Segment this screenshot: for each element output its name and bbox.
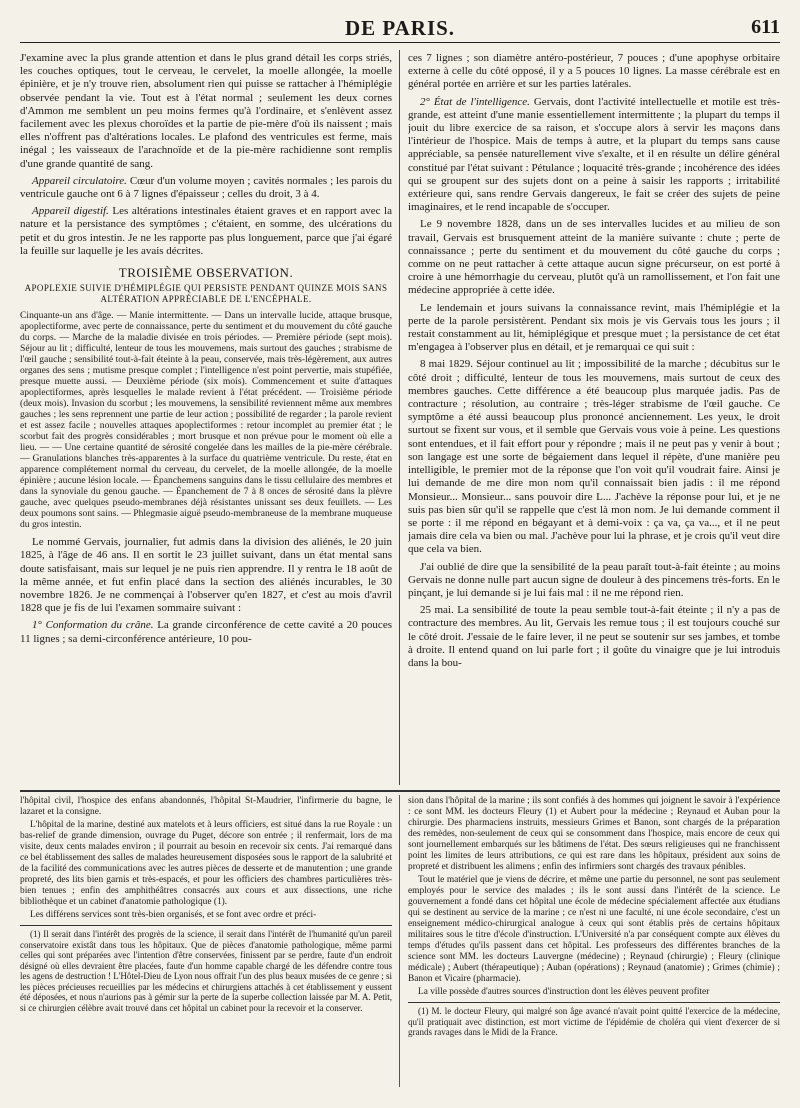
paragraph (20, 619, 392, 645)
left-column (20, 52, 392, 782)
column-divider (399, 795, 400, 1087)
paragraph: Le 9 novembre 1828, dans un de ses intervalles lucides et au milieu de son travail, Gervais est brusquement atteint de la manière suivante : chute ; perte de connaissance ; perte du sentiment et du mouvement du côté gauche du corps ; comme on ne peut rattacher à cette attaque aucun signe précurseur, on est porté à croire à une hémorrhagie du cerveau, plutôt qu'à un ramollissement, et l'on fait une médecine appropriée à cette idée. (408, 218, 780, 297)
paragraph: ces 7 lignes ; son diamètre antéro-postérieur, 7 pouces ; d'une apophyse orbitaire externe à celle du côté opposé, il y a 5 pouces 10 lignes. La masse cérébrale est en général portée en arrière et sur les parties latérales. (408, 52, 780, 91)
right-column (408, 52, 780, 782)
paragraph: 25 mai. La sensibilité de toute la peau semble tout-à-fait éteinte ; il n'y a pas de contracture des membres. Au lit, Gervais les remue tous ; il est toujours couché sur le côté droit. J'essaie de le faire lever, il ne peut se soutenir sur ses jambes, et tombe à droite. Il entend quand on lui parle fort ; il goûte du vinaigre que je lui introduis dans la bou- (408, 604, 780, 669)
footnote-rule (408, 1002, 780, 1003)
paragraph-label: 1° Conformation du crâne. (32, 619, 154, 632)
paragraph-text: La grande circonférence de cette cavité a 20 pouces 11 lignes ; sa demi-circonférence antérieure, 10 pou- (20, 619, 392, 645)
running-title: DE PARIS. (344, 16, 456, 40)
paragraph (20, 175, 392, 201)
footnote-text: (1) M. le docteur Fleury, qui malgré son âge avancé n'avait point quitté l'exercice de la médecine, qu'il pratiquait avec distinction, est mort victime de l'épidémie de choléra qui vient d'exercer de si grands ravages dans le Midi de la France. (408, 1006, 780, 1037)
paragraph-label: Appareil digestif. (32, 205, 109, 218)
paragraph (20, 205, 392, 258)
paragraph: l'hôpital civil, l'hospice des enfans abandonnés, l'hôpital St-Maudrier, l'infirmerie du bagne, le lazaret et la consigne. (20, 796, 392, 817)
section-title: TROISIÈME OBSERVATION. (118, 265, 294, 281)
paragraph-label: 2° État de l'intelligence. (420, 95, 530, 108)
paragraph-text: Gervais, dont l'activité intellectuelle et motile est très-grande, est atteint d'une manie essentiellement intermittente ; la plupart du temps il jouit du libre exercice de sa raison, et s'occupe alors à servir les maçons dans l'intérieur de l'hospice. Mais de temps à autre, et la plupart du temps sans cause appréciable, sa pensée naturellement vive s'exalte, et il en résulte un délire général constitué par l'état suivant : Pétulance ; loquacité très-grande ; incohérence des idées qui se groupent sur des sujets dont on a peine à saisir les rapports ; irritabilité extérieure qui, sans rendre Gervais dangereux, le fait se créer des sujets de peine imaginaires, et le rend incapable de s'occuper. (408, 95, 780, 214)
paragraph: Tout le matériel que je viens de décrire, et même une partie du personnel, ne sont pas seulement employés pour le service des malades ; ils le sont aussi dans l'intérêt de la science. Le gouvernement a fondé dans cet hôpital une école de médecine spécialement affectée aux étudians qui se destinent au service de la marine ; ce n'est ni une faculté, ni une école secondaire, c'est un enseignement médico-chirurgical analogue à ceux qui sont établis près de certains hôpitaux militaires sous le titre d'école d'instruction. L'Université n'a par conséquent compte aux élèves du temps d'études qu'ils passent dans cet hôpital. Les professeurs des différentes branches de la science sont MM. les docteurs Lauvergne (médecine) ; Reynaud (chirurgie) ; Fleury (clinique médicale) ; Aubert (thérapeutique) ; Auban (opérations) ; Reynaud (anatomie) ; Grimes (chimie) ; Banon et Vicaire (pharmacie). (408, 875, 780, 984)
footnote-rule (20, 925, 392, 926)
section-divider (20, 790, 780, 792)
paragraph: Les différens services sont très-bien organisés, et se font avec ordre et préci- (30, 910, 317, 920)
bottom-left-column (20, 796, 392, 1096)
summary-text: Cinquante-un ans d'âge. — Manie intermittente. — Dans un intervalle lucide, attaque brusque, apoplectiforme, avec perte de connaissance, perte du sentiment et du mouvement du côté gauche du corps. — Marche de la maladie divisée en trois périodes. — Première période (sept mois). Séjour au lit ; difficulté, lenteur de tous les mouvemens, mais surtout des gauches ; strabisme de l'œil gauche ; sensibilité tout-à-fait éteinte à la peau, conservée, mais très-légèrement, aux autres organes des sens ; mutisme presque complet ; l'intelligence n'est point pervertie, mais stupéfiée, presque muette aussi. — Deuxième période (six mois). Commencement et suite d'attaques apoplectiformes, après lesquelles le malade revient à l'état précédent. — Troisième période (deux mois). Invasion du scorbut ; les mouvemens, la sensibilité reviennent même aux membres gauches ; les sens reprennent une partie de leur action ; possibilité de regarder ; la parole revient et est assez facile ; nouvelles attaques apoplectiformes : retour incomplet au premier état ; le scorbut fait des progrès considérables ; mort brusque et non prévue pour le moment où elle a lieu. — — Une certaine quantité de sérosité congelée dans les mailles de la pie-mère cérébrale. — Granulations blanches très-apparentes à la surface du quatrième ventricule. Du reste, état en apparence complétement normal du cerveau, du cervelet, de la moelle allongée, de la moelle épinière ; aucune lésion locale. — Épanchemens sanguins dans le tissu cellulaire des membres et dans la synoviale du genou gauche. — Épanchement de 7 à 8 onces de sérosité dans la plèvre gauche, avec quelques pseudo-membranes déjà résistantes unissant ses deux feuillets. — Les deux poumons sont sains. — Phlegmasie aiguë pseudo-membraneuse de la membrane muqueuse du gros intestin. (20, 310, 392, 531)
paragraph-text: Les altérations intestinales étaient graves et en rapport avec la nature et la persistance des symptômes ; c'étaient, en somme, des ulcérations du petit et du gros intestin. Je ne les rapporte pas plus longuement, parce que j'ai égaré la feuille sur laquelle je les avais décrites. (20, 205, 392, 257)
paragraph (408, 96, 780, 215)
paragraph: Le nommé Gervais, journalier, fut admis dans la division des aliénés, le 20 juin 1825, à l'âge de 46 ans. Il en sortit le 23 juillet suivant, dans un état mental sans doute satisfaisant, mais sur lequel je ne puis rien apprendre. Il y rentra le 18 août de la même année, et fut enfin placé dans la section des aliénés incurables, le 30 novembre 1826. Je ne commençai à l'observer qu'en 1827, et c'est au mois d'avril 1828 que je fis de lui l'examen sommaire suivant : (20, 536, 392, 615)
bottom-right-column (408, 796, 780, 1096)
case-summary (20, 310, 392, 530)
paragraph: J'examine avec la plus grande attention et dans le plus grand détail les corps striés, les couches optiques, tout le cerveau, le cervelet, la moelle allongée, la moelle épinière, et je n'y trouve rien, absolument rien qui puisse se rattacher à l'hémiplégie observée pendant la vie. Tout est à l'état normal ; seulement les deux cornes d'Ammon me semblent un peu moins fermes qu'à l'ordinaire, et s'enlèvent assez facilement avec les plexus choroïdes et la partie de pie-mère d'où ils naissent ; mais elles n'offrent pas d'altérations locales. Le plafond des ventricules est ferme, mais inégal ; les vaisseaux de l'arachnoïde et de la pie-mère rachidienne sont remplis d'une grande quantité de sang. (20, 52, 392, 170)
page-header (20, 14, 780, 43)
paragraph: J'ai oublié de dire que la sensibilité de la peau paraît tout-à-fait éteinte ; au moins Gervais ne donne nulle part aucun signe de douleur à des pincemens très-forts. En le pinçant, je lui demande si je lui fais mal : il ne me répond rien. (408, 560, 780, 599)
section-subtitle: APOPLEXIE SUIVIE D'HÉMIPLÉGIE QUI PERSISTE PENDANT QUINZE MOIS SANS ALTÉRATION APPRÉCIABLE DE L'ENCÉPHALE. (24, 283, 388, 305)
paragraph: La ville possède d'autres sources d'instruction dont les élèves peuvent profiter (418, 987, 710, 997)
paragraph-label: Appareil circulatoire. (32, 174, 127, 187)
column-divider (399, 50, 400, 785)
footnote (20, 929, 392, 1013)
paragraph: L'hôpital de la marine, destiné aux matelots et à leurs officiers, est situé dans la rue Royale : un bas-relief de grande dimension, ouvrage du Puget, décore son entrée ; il renfermait, lors de ma visite, deux cents malades environ ; il pourrait au besoin en recevoir six cents. J'ai remarqué dans ce bel établissement des salles de malades heureusement disposées sous le rapport de la salubrité et de la facilité des communications avec les autres pièces de desserte et de manutention ; une grande propreté, des lits bien garnis et très-espacés, et pour les officiers des chambres particulières très-bien tenues ; enfin des amphithéâtres consacrés aux cours et aux dissections, une riche bibliothèque et un cabinet d'anatomie pathologique (1). (20, 820, 392, 907)
footnote (408, 1006, 780, 1038)
footnote-text: (1) Il serait dans l'intérêt des progrès de la science, il serait dans l'intérêt de l'humanité qu'un pareil conservatoire existât dans tous les hôpitaux. Que de pièces d'anatomie pathologique, même parmi celles qui sont préparées avec l'intention d'être conservées, finissent par se perdre, faute d'un endroit désigné où elles devraient être placées, faute d'un homme capable chargé de les défendre contre tous les agens de destruction ! L'Hôtel-Dieu de Lyon nous offrait l'un des plus beaux musées de ce genre ; si les pièces précieuses recueillies par les médecins et chirurgiens attachés à cet établissement y eussent été déposées, et nous n'aurions pas à gémir sur la perte de la superbe collection laissée par M. A. Petit, si ce chirurgien célèbre avait trouvé dans cet hôpital un cabinet pour la recevoir et la conserver. (20, 929, 392, 1013)
paragraph: 8 mai 1829. Séjour continuel au lit ; impossibilité de la marche ; décubitus sur le côté droit ; difficulté, lenteur de tous les mouvemens, mais surtout de ceux des membres gauches. Cette différence a été beaucoup plus marquée jadis. Pas de contracture ; résolution, au contraire ; très-léger strabisme de l'œil gauche. Ce symptôme a été aussi beaucoup plus prononcé anciennement. Les yeux, le droit surtout se fixent sur vous, et il semble que Gervais vous voie à peine. Les questions sont entendues, et il fait effort pour y répondre ; mais il ne peut pas y venir à bout ; son langage est une sorte de bégaiement dans lequel il répète, d'une manière peu intelligible, le premier mot de la réponse que l'on voit qu'il voudrait faire. Ainsi je lui demande de me dire mon nom qu'il connaissait bien jadis : il me répond Monsieur... Monsieur... sans pouvoir dire L... J'achève la réponse pour lui, et je ne suis pas bien sûr qu'il se rappelle que c'est là mon nom. Je lui demande comment il se porte : il me répond en bégayant et à demi-voix : ça va, ça va..., et il ne peut jamais dire cela va bien ou mal. J'achève pour lui la phrase, et je crois qu'il veut dire que cela va bien. (408, 358, 780, 556)
page-number: 611 (751, 16, 780, 38)
paragraph: Le lendemain et jours suivans la connaissance revint, mais l'hémiplégie et la perte de la parole persistèrent. Pendant six mois je vis Gervais tous les jours ; il restait constamment au lit, hémiplégique et presque muet ; la persistance de cet état m'engagea à l'observer plus en détail, et je remarquai ce qui suit : (408, 301, 780, 354)
paragraph: sion dans l'hôpital de la marine ; ils sont confiés à des hommes qui joignent le savoir à l'expérience : ce sont MM. les docteurs Fleury (1) et Aubert pour la médecine ; Reynaud et Auban pour la chirurgie. Des pharmaciens instruits, messieurs Grimes et Banon, sont chargés de la préparation des remèdes, non-seulement de ceux qui se consomment dans l'hospice, mais encore de ceux qui sont journellement embarqués sur les bâtimens de l'état. Des sœurs religieuses qui ne franchissent point les limites de leurs attributions, ce qui est rare dans les hôpitaux, président aux soins de propreté et distribuent les alimens ; enfin des infirmiers sont chargés des travaux pénibles. (408, 796, 780, 872)
paragraph-text: Cœur d'un volume moyen ; cavités normales ; les parois du ventricule gauche ont 6 à 7 lignes d'épaisseur ; celles du droit, 3 à 4. (20, 174, 392, 201)
